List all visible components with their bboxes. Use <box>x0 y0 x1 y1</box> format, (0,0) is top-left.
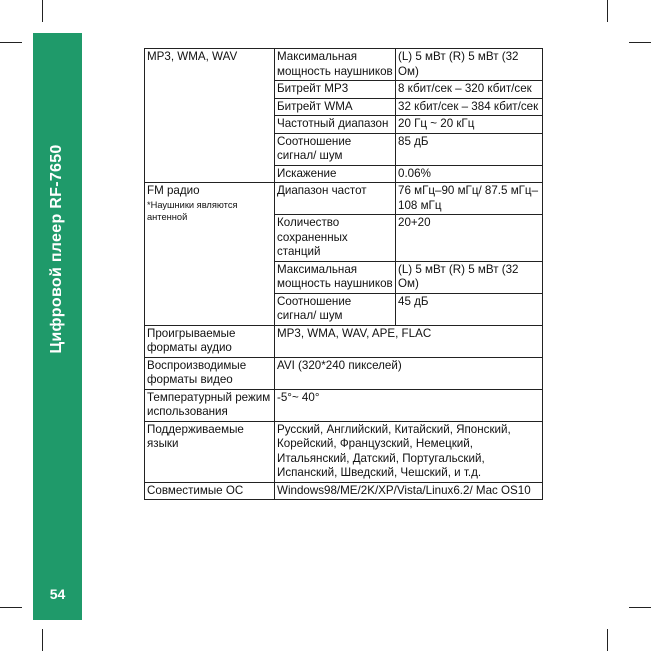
table-row <box>145 325 543 357</box>
value-cell: 0.06% <box>396 165 543 183</box>
param-cell: Битрейт MP3 <box>275 81 396 99</box>
fm-section-label <box>145 183 275 326</box>
table-row <box>145 357 543 389</box>
value-cell: 8 кбит/сек – 320 кбит/сек <box>396 81 543 99</box>
crop-mark <box>0 42 22 43</box>
value-cell: MP3, WMA, WAV, APE, FLAC <box>275 325 543 357</box>
value-cell: (L) 5 мВт (R) 5 мВт (32 Ом) <box>396 261 543 293</box>
crop-mark <box>42 0 43 22</box>
value-cell: 32 кбит/сек – 384 кбит/сек <box>396 98 543 116</box>
param-cell: Диапазон частот <box>275 183 396 215</box>
table-row <box>145 49 543 81</box>
label-cell: Проигрываемые форматы аудио <box>145 325 275 357</box>
table-row <box>145 183 543 215</box>
label-cell: Температурный режим использования <box>145 389 275 421</box>
audio-section-label: MP3, WMA, WAV <box>145 49 275 183</box>
value-cell: 20 Гц ~ 20 кГц <box>396 116 543 134</box>
value-cell: 76 мГц–90 мГц/ 87.5 мГц– 108 мГц <box>396 183 543 215</box>
param-cell: Максимальная мощность наушников <box>275 49 396 81</box>
param-cell: Искажение <box>275 165 396 183</box>
value-cell: Windows98/ME/2K/XP/Vista/Linux6.2/ Mac OS10 <box>275 482 543 500</box>
crop-mark <box>42 629 43 651</box>
label-cell: Поддерживаемые языки <box>145 421 275 482</box>
page-number: 54 <box>49 586 66 602</box>
label-cell: Совместимые ОС <box>145 482 275 500</box>
param-cell: Соотношение сигнал/ шум <box>275 133 396 165</box>
value-cell: AVI (320*240 пикселей) <box>275 357 543 389</box>
table-row <box>145 421 543 482</box>
fm-antenna-note: *Наушники являются антенной <box>147 199 238 222</box>
param-cell: Частотный диапазон <box>275 116 396 134</box>
table-row <box>145 389 543 421</box>
param-cell: Соотношение сигнал/ шум <box>275 293 396 325</box>
value-cell: (L) 5 мВт (R) 5 мВт (32 Ом) <box>396 49 543 81</box>
param-cell: Максимальная мощность наушников <box>275 261 396 293</box>
fm-label: FM радио <box>147 184 200 197</box>
table-row <box>145 482 543 500</box>
value-cell: 85 дБ <box>396 133 543 165</box>
crop-mark <box>607 629 608 651</box>
param-cell: Количество сохраненных станций <box>275 215 396 262</box>
crop-mark <box>607 0 608 22</box>
value-cell: -5°~ 40° <box>275 389 543 421</box>
param-cell: Битрейт WMA <box>275 98 396 116</box>
specifications-table <box>144 48 543 500</box>
crop-mark <box>629 42 651 43</box>
value-cell: 20+20 <box>396 215 543 262</box>
crop-mark <box>0 607 22 608</box>
value-cell: 45 дБ <box>396 293 543 325</box>
sidebar-title: Цифровой плеер RF-7650 <box>48 144 65 354</box>
value-cell: Русский, Английский, Китайский, Японский, Корейский, Французский, Немецкий, Итальянский, Датский, Португальский, Испанский, Шведский, Чешский, и т.д. <box>275 421 543 482</box>
sidebar <box>33 33 82 620</box>
crop-mark <box>629 607 651 608</box>
label-cell: Воспроизводимые форматы видео <box>145 357 275 389</box>
